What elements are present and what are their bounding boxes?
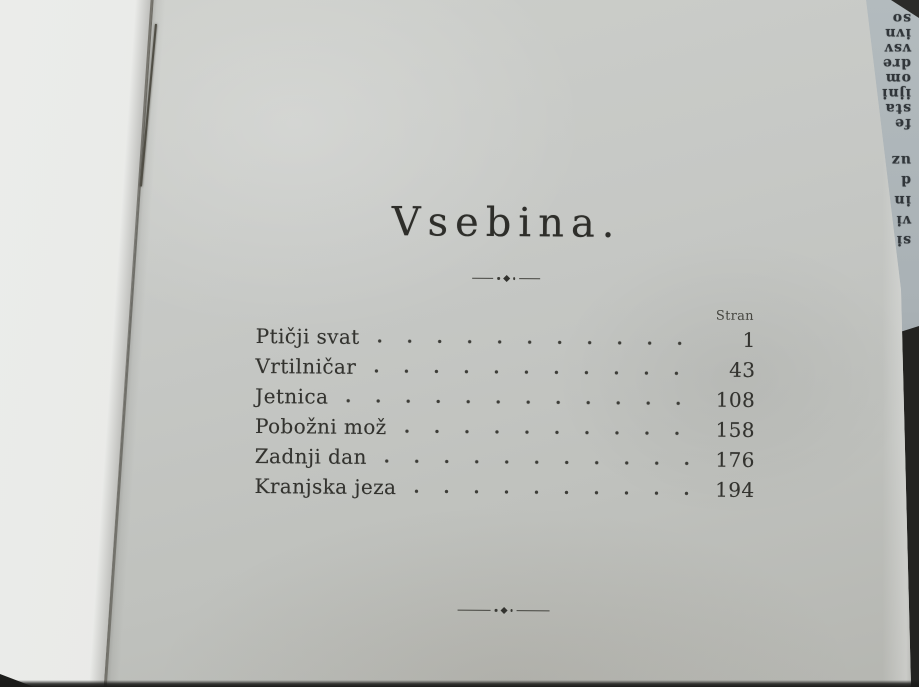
dot-leader (374, 369, 697, 376)
dark-bottom-edge (0, 680, 919, 687)
ornament-line (517, 610, 550, 612)
text-fragment: sta (884, 100, 911, 116)
toc-entry (255, 410, 755, 444)
toc-entry-title: Kranjska jeza (254, 474, 397, 500)
text-fragment: dre (881, 55, 911, 71)
ornament-line (472, 277, 493, 279)
toc-entry-title: Ptičji svat (255, 324, 360, 349)
toc-entry (255, 380, 755, 414)
printed-content (94, 0, 919, 616)
text-fragment: si (895, 232, 911, 248)
ornament-divider-top (96, 273, 916, 284)
toc-entry-title: Zadnji dan (254, 444, 367, 469)
toc-entry-page: 43 (729, 357, 756, 382)
ornament-line (458, 609, 491, 611)
text-fragment: in (893, 192, 911, 208)
toc-entry (256, 320, 756, 354)
ornament-line (519, 278, 540, 280)
ornament-dot (513, 277, 516, 280)
page-title: Vsebina. (391, 199, 622, 247)
toc-entry (255, 350, 755, 384)
ornament-dot (497, 277, 500, 280)
text-fragment: so (891, 10, 911, 26)
text-fragment: ijni (881, 85, 911, 101)
dot-leader (378, 339, 698, 346)
ornament-dot (510, 609, 513, 612)
toc-entry (254, 470, 754, 504)
dot-leader (385, 459, 697, 465)
toc-entry-title: Vrtilničar (255, 354, 357, 379)
text-fragment: d (900, 172, 911, 188)
text-fragment: uz (890, 152, 911, 168)
toc-entry-page: 194 (715, 477, 755, 502)
toc-entry-page: 108 (715, 387, 756, 412)
toc-entry-page: 1 (742, 327, 756, 352)
dot-leader (346, 399, 697, 406)
text-fragment: ivn (884, 25, 911, 41)
text-fragment: om (884, 70, 911, 86)
ornament-diamond (500, 607, 507, 614)
toc-entry-page: 158 (715, 417, 756, 442)
dot-leader (414, 489, 696, 495)
ornament-diamond (503, 275, 510, 282)
text-fragment: vi (895, 212, 911, 228)
text-fragment: vsv (883, 40, 911, 56)
column-header-stran: Stran (715, 308, 754, 324)
table-of-contents (254, 305, 756, 504)
text-fragment: fe (894, 115, 911, 131)
toc-entry (255, 440, 755, 474)
dot-leader (405, 429, 697, 435)
toc-entry-title: Jetnica (255, 384, 329, 409)
toc-entry-title: Pobožni mož (254, 414, 387, 440)
toc-entry-page: 176 (715, 447, 755, 472)
ornament-dot (495, 609, 498, 612)
